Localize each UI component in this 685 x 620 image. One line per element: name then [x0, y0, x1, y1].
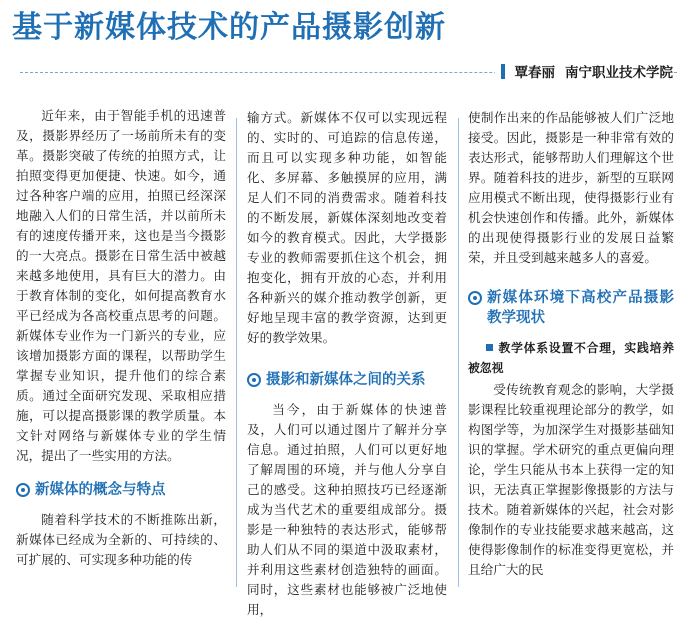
body-paragraph: 输方式。新媒体不仅可以实现远程的、实时的、可追踪的信息传递，而且可以实现多种功能，如智能化、多屏幕、多触摸屏的应用，满足人们不同的消费需求。随着科技的不断发展，新媒体深刻地改变着如今的教育模式。因此，大学摄影专业的教师需要抓住这个机会，拥抱变化，拥有开放的心态，并利用各种新兴的媒介推动教学创新，更好地呈现丰富的教学资源，达到更好的教学效果。: [247, 110, 447, 345]
column-1: [16, 106, 226, 587]
column-3: [468, 108, 674, 587]
section-bullet-icon: [247, 373, 261, 387]
subsection-heading-text: 教学体系设置不合理，实践培养被忽视: [468, 341, 674, 375]
byline-marker-icon: [501, 64, 505, 79]
body-paragraph: 当今，由于新媒体的快速普及，人们可以通过图片了解并分享信息。通过拍照，人们可以更好地了解周围的环境，并与他人分享自己的感受。这种拍照技巧已经逐渐成为当代艺术的重要组成部分。摄影是一种独特的表达形式，能够帮助人们从不同的渠道中汲取素材，并利用这些素材创造独特的画面。同时，这些素材也能够被广泛地使用，: [247, 402, 447, 617]
byline: [495, 61, 674, 81]
column-divider: [458, 118, 459, 587]
section-bullet-icon: [468, 291, 482, 305]
article-title: 基于新媒体技术的产品摄影创新: [12, 10, 446, 45]
section-heading-text: 新媒体的概念与特点: [35, 482, 166, 498]
section-heading: [16, 480, 226, 500]
section-heading-text: 新媒体环境下高校产品摄影教学现状: [487, 290, 674, 326]
column-divider: [236, 118, 237, 587]
intro-paragraph: 近年来，由于智能手机的迅速普及，摄影界经历了一场前所未有的变革。摄影突破了传统的拍照方式，让拍照变得更加便捷、快速。如今，通过各种客户端的应用，拍照已经深深地融入人们的日常生活，并以前所未有的速度传播开来，这也是当今摄影的一大亮点。摄影在日常生活中被越来越多地使用，具有巨大的潜力。由于教育体制的变化，如何提高教育水平已经成为各高校重点思考的问题。新媒体专业作为一门新兴的专业，应该增加摄影方面的课程，以帮助学生掌握专业知识，提升他们的综合素质。通过全面研究发现、采取相应措施，可以提高摄影课的教学质量。本文针对网络与新媒体专业的学生情况，提出了一些实用的方法。: [16, 108, 226, 463]
section-bullet-icon: [16, 483, 30, 497]
section-heading: [468, 288, 674, 328]
body-paragraph: 受传统教育观念的影响，大学摄影课程比较重视理论部分的教学，如构图学等，为加深学生对摄影基础知识的掌握。学术研究的重点更偏向理论，学生只能从书本上获得一定的知识，无法真正掌握影像摄影的方法与技术。随着新媒体的兴起，社会对影像制作的专业技能要求越来越高，这使得影像制作的标准变得更宽松，并且给广大的民: [468, 382, 674, 577]
author-name: 覃春丽: [514, 65, 555, 81]
body-paragraph: 随着科学技术的不断推陈出新，新媒体已经成为全新的、可持续的、可扩展的、可实现多种功能的传: [16, 512, 226, 567]
section-heading: [247, 370, 447, 390]
subsection-heading: [468, 338, 674, 378]
author-affiliation: 南宁职业技术学院: [565, 65, 673, 81]
column-2: [247, 108, 447, 617]
body-paragraph: 使制作出来的作品能够被人们广泛地接受。因此，摄影是一种非常有效的表达形式，能够帮助人们理解这个世界。随着科技的进步，新型的互联网应用模式不断出现，使得摄影行业有机会快速创作和传播。此外，新媒体的出现使得摄影行业的发展日益繁荣，并且受到越来越多人的喜爱。: [468, 110, 674, 265]
section-heading-text: 摄影和新媒体之间的关系: [266, 372, 426, 388]
square-bullet-icon: [486, 344, 493, 351]
